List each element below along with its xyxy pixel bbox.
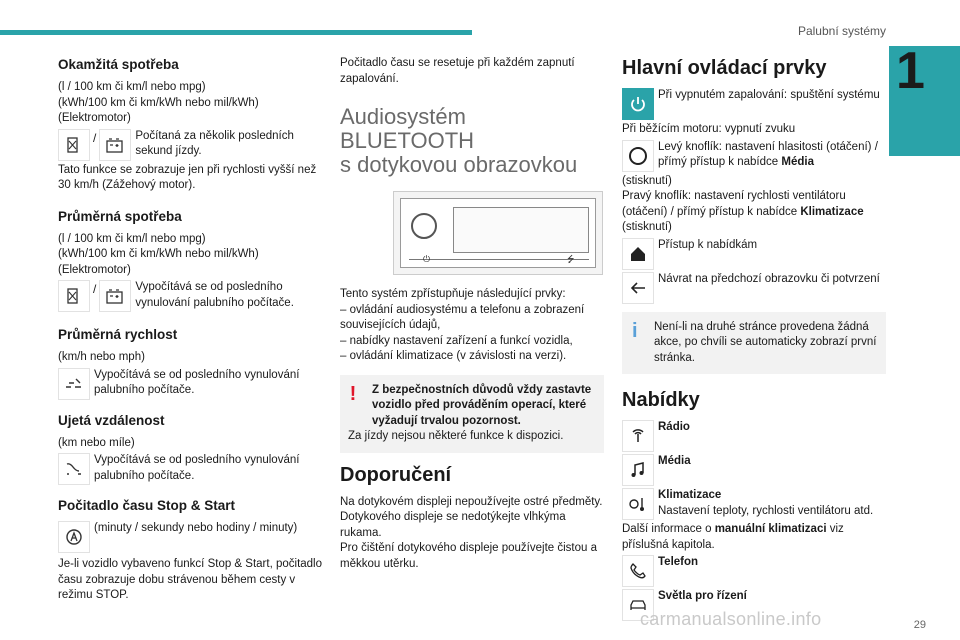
note: Při běžícím motoru: vypnutí zvuku [622,123,796,135]
units: (km nebo míle) [58,436,135,449]
music-note-icon [622,454,654,486]
menu-label: Světla pro řízení [658,590,747,602]
section-title: Průměrná spotřeba [58,208,182,224]
audio-title-line: BLUETOOTH [340,128,475,153]
icon-row [58,521,323,553]
menu-label: Rádio [658,421,690,433]
device-screen [453,207,589,253]
units: (kWh/100 km či km/kWh nebo mil/kWh) [58,248,259,260]
menus-title: Nabídky [622,389,700,411]
phone-icon [622,555,654,587]
icon-text: Vypočítává se od posledního vynulování palubního počítače. [94,368,300,396]
menu-item [622,488,886,520]
chapter-number: 1 [896,42,925,100]
column-3 [622,56,886,623]
battery-icon [99,280,131,312]
device-illustration [393,191,603,275]
power-icon: ⏻ [423,254,431,264]
usb-icon: ⭍ [567,254,575,264]
icon-text: Levý knoflík: nastavení hlasitosti (otáčení) / přímý přístup k nabídce Média [658,140,878,168]
menu-text: Klimatizace Nastavení teploty, rychlosti ventilátoru atd. [658,489,874,517]
section-title: Počitadlo času Stop & Start [58,498,236,513]
speed-icon [58,368,90,400]
note: (stisknutí) [622,221,672,233]
units: (l / 100 km či km/l nebo mpg) [58,81,206,93]
warning-icon: ! [349,382,357,405]
icon-row [622,272,886,304]
radio-icon [622,420,654,452]
fuel-pump-icon [58,129,90,161]
icon-text: Vypočítává se od posledního vynulování palubního počítače. [94,454,300,482]
note: Pravý knoflík: nastavení rychlosti ventilátoru (otáčení) / přímý přístup k nabídce Klimatizace [622,190,864,218]
info-text: Není-li na druhé stránce provedena žádná akce, po chvíli se automaticky zobrazí první stránka. [654,320,877,364]
menu-label: Média [658,455,691,467]
units: (Elektromotor) [58,263,131,276]
audio-title-line: s dotykovou obrazovkou [340,152,578,177]
icon-row [58,129,323,161]
note: Další informace o manuální klimatizaci viz příslušná kapitola. [622,523,844,551]
column-2 [340,56,604,572]
reset-note: Počitadlo času se resetuje při každém zapnutí zapalování. [340,57,575,85]
device-knob [411,213,437,239]
fuel-pump-icon [58,280,90,312]
info-icon: i [632,319,638,342]
units: (Elektromotor) [58,112,131,124]
power-button-icon [622,88,654,120]
icon-text: Při vypnutém zapalování: spuštění systému [658,89,880,101]
icon-row [622,88,886,120]
menu-item [622,454,886,486]
icon-text: Návrat na předchozí obrazovku či potvrzení [658,272,880,285]
menu-label: Telefon [658,556,699,568]
climate-icon [622,488,654,520]
icon-row [58,453,323,485]
list-item: – ovládání audiosystému a telefonu a zobrazení souvisejících údajů, [340,303,585,331]
section-title: Ujetá vzdálenost [58,412,165,428]
warning-title: Z bezpečnostních důvodů vždy zastavte vozidlo před prováděním operací, které vyžadují trvalou pozornost. [372,383,592,427]
back-arrow-icon [622,272,654,304]
recommendation: Na dotykovém displeji nepoužívejte ostré předměty. [340,495,603,508]
column-1 [58,56,323,604]
section-title: Okamžitá spotřeba [58,57,179,72]
note: Je-li vozidlo vybaveno funkcí Stop & Start, počitadlo času zobrazuje dobu strávenou během cesty v režimu STOP. [58,558,323,601]
home-icon [622,238,654,270]
menu-item [622,555,886,587]
icon-row [622,238,886,270]
warning-box [340,375,604,453]
units: (km/h nebo mph) [58,351,145,363]
note: (stisknutí) [622,174,672,187]
icon-row [58,368,323,400]
audio-title [340,105,604,177]
recommendation: Dotykového displeje se nedotýkejte vlhkýma rukama. [340,511,566,539]
icon-text: (minuty / sekundy nebo hodiny / minuty) [94,522,298,534]
icon-text: Počítaná za několik posledních sekund jízdy. [135,129,294,157]
note: Tato funkce se zobrazuje jen při rychlosti vyšší než 30 km/h (Zážehový motor). [58,163,317,191]
distance-icon [58,453,90,485]
controls-title: Hlavní ovládací prvky [622,57,827,79]
slash: / [93,282,97,296]
slash: / [93,130,97,145]
icon-text: Vypočítává se od posledního vynulování palubního počítače. [135,281,294,309]
page-number: 29 [913,619,926,631]
list-item: – ovládání klimatizace (v závislosti na verzi). [340,350,567,362]
recommendation: Pro čištění dotykového displeje používejte čistou a měkkou utěrku. [340,542,597,570]
knob-icon [622,140,654,172]
device-panel [400,198,596,268]
intro: Tento systém zpřístupňuje následující prvky: [340,288,566,300]
menu-item [622,420,886,452]
icon-row [622,140,886,172]
stop-start-icon [58,521,90,553]
warning-text: Za jízdy nejsou některé funkce k dispozici. [348,430,564,442]
icon-text: Přístup k nabídkám [658,238,758,251]
device-strip [409,259,589,263]
recommendations-title: Doporučení [340,463,452,486]
list-item: – nabídky nastavení zařízení a funkcí vozidla, [340,334,573,347]
section-title: Průměrná rychlost [58,327,178,342]
icon-row [58,280,323,312]
info-box [622,312,886,375]
units: (l / 100 km či km/l nebo mpg) [58,232,206,245]
header-title: Palubní systémy [797,24,886,38]
battery-icon [99,129,131,161]
top-accent-bar [0,30,472,35]
units: (kWh/100 km či km/kWh nebo mil/kWh) [58,96,259,109]
watermark: carmanualsonline.info [640,609,822,629]
audio-title-line: Audiosystém [340,104,466,129]
